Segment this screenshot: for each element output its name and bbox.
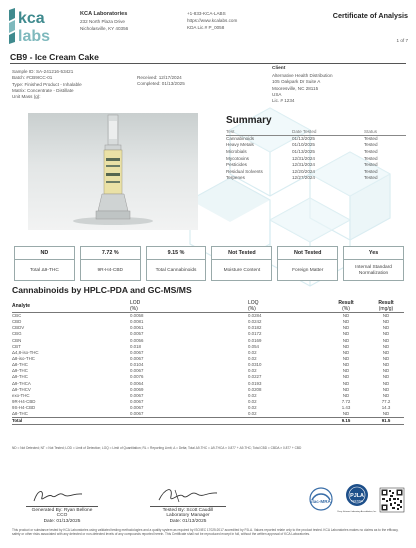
analyte-result-pct: 1.43 [341,405,351,411]
signature-ryan-bellone [30,487,86,505]
product-photo [28,113,198,230]
summary-test: Microbials [226,149,247,155]
summary-date: 01/13/2025 [292,135,315,141]
header-loq [226,300,324,312]
analyte-result-pct: ND [342,380,350,386]
analyte-result-mg: 14.3 [381,405,391,411]
box-label: 9R-H4-CBD [97,267,124,273]
analyte-row [12,374,404,380]
analyte-result-mg: ND [382,374,390,380]
header-lod [108,300,226,312]
analyte-result-pct: ND [342,319,350,325]
analyte-result-mg: ND [382,362,390,368]
analyte-result-mg: ND [382,380,390,386]
header-loq-label: LOQ [248,300,259,306]
signer-right-name: Tested By: Scott Caudill [162,508,214,513]
analyte-result-pct: ND [342,386,350,392]
legal-disclaimer: This product or substance tested by KCA Laboratories using validated testing methodologies and a quality system as required by ISO/IEC 17025:2017 accredited by PJLA. Values reported relate only to the product tested. KCA Laboratories makes no claims as to the efficacy, safety or other risks associated with any detected or non-detected levels of any compounds reported herein. This Certificate shall not be reproduced except in full, without the written approval of KCA Laboratories. [12,528,399,536]
analyte-result-mg: ND [382,313,390,319]
summary-row [226,135,406,142]
ilac-mra-seal [306,486,336,512]
header-result-label: Result [338,300,354,306]
analyte-row [12,368,404,374]
signer-right-date: Date: 01/13/2025 [169,518,207,524]
analyte-lod: 0.0058 [130,313,144,319]
analyte-row [12,343,404,349]
summary-status: Tested [364,175,378,181]
analyte-result-mg: 91.5 [381,417,391,423]
sample-batch: Batch: #CB9ICC-01 [12,75,53,81]
summary-test: Residual Solvents [226,168,263,174]
header-result-mg [368,300,404,312]
product-title: CB9 - Ice Cream Cake [10,52,99,62]
summary-status: Tested [364,155,378,161]
summary-date: 12/20/2024 [292,168,315,174]
summary-header-row [226,128,406,135]
summary-test: Terpenes [226,175,245,181]
box-value: Not Tested [212,247,271,260]
result-summary-boxes [14,246,404,281]
analyte-lod: 0.0067 [130,392,144,398]
analyte-result-pct: ND [342,356,350,362]
analyte-name: CBD [12,319,22,325]
kca-labs-logo [8,8,76,44]
analyte-name: CBN [12,337,22,343]
analyte-result-pct: 9.15 [341,417,351,423]
analyte-result-mg: 77.2 [381,399,391,405]
summary-row [226,155,406,162]
lab-phone: +1-833-KCA-LABS [187,11,226,16]
analyte-loq: 0.02 [248,392,257,398]
analyte-loq: 0.02 [248,411,257,417]
completed-date: Completed: 01/13/2025 [137,81,185,87]
analyte-name: Δ9-THCV [12,386,31,392]
analyte-row [12,398,404,404]
signature-block-right [140,508,236,524]
analyte-result-pct: ND [342,392,350,398]
summary-header-status: Status [364,128,378,134]
analyte-name: Δ8-THC [12,362,28,368]
sample-type: Type: Finished Product - Inhalable [12,81,82,87]
background-cube-pattern [170,70,416,330]
analyte-row [12,380,404,386]
cannabinoids-table [12,300,404,424]
summary-header-date: Date Tested [292,128,317,134]
result-box-moisture [211,246,272,281]
analyte-loq: 0.0242 [248,319,262,325]
sample-matrix: Matrix: Concentrate - Distillate [12,87,74,93]
analyte-lod: 0.0076 [130,374,144,380]
analyte-row [12,337,404,343]
box-value: Yes [344,247,403,260]
signer-left-date: Date: 01/13/2025 [43,518,81,524]
analyte-loq: 0.0208 [248,386,262,392]
analyte-lod: 0.0057 [130,331,144,337]
analyte-row [12,331,404,337]
analyte-result-pct: 7.72 [341,399,351,405]
analyte-name: exo-THC [12,392,30,398]
analyte-result-mg: ND [382,386,390,392]
summary-row [226,175,406,182]
summary-date: 12/27/2024 [292,175,315,181]
summary-date: 01/13/2025 [292,149,315,155]
pjla-sub-text: TESTING [350,499,364,503]
analyte-row [12,355,404,361]
analyte-lod: 0.0069 [130,386,144,392]
analyte-lod: 0.0067 [130,405,144,411]
analyte-loq: 0.02 [248,356,257,362]
result-box-total-cannabinoids [146,246,207,281]
box-label: Internal Standard Normalization [355,264,392,276]
analyte-name: Δ8-iso-THC [12,356,35,362]
header-result-unit: (%) [342,306,350,312]
lab-license: KDA Lic.# P_0058 [187,25,225,30]
analyte-result-mg: ND [382,349,390,355]
box-value: 9.15 % [147,247,206,260]
summary-row [226,148,406,155]
analyte-result-mg: ND [382,368,390,374]
table-rule [12,424,404,425]
analyte-result-pct: ND [342,337,350,343]
analyte-row [12,405,404,411]
qr-code-icon[interactable] [380,488,404,512]
analyte-result-pct: ND [342,331,350,337]
analyte-lod: 0.0064 [130,380,144,386]
header-lod-unit: (%) [130,306,138,312]
analyte-loq: 0.0182 [248,325,262,331]
analyte-result-mg: ND [382,331,390,337]
document-title: Certificate of Analysis [332,11,408,20]
signer-left-title: CCO [56,513,68,519]
analyte-result-pct: ND [342,325,350,331]
summary-date: 12/31/2024 [292,155,315,161]
header-analyte: Analyte [12,303,31,309]
pjla-caption: Perry Johnson Laboratory Accreditation, Inc. [337,511,377,513]
summary-status: Tested [364,135,378,141]
sample-unit-mass: Unit Mass (g): [12,94,41,100]
analyte-result-mg: ND [382,392,390,398]
summary-test: Heavy Metals [226,142,254,148]
analyte-lod: 0.0056 [130,337,144,343]
analyte-row [12,411,404,417]
sample-info [12,69,82,100]
analyte-lod: 0.0067 [130,411,144,417]
analyte-row [12,392,404,398]
logo-text-bottom: labs [18,28,51,45]
box-label: Total Δ9-THC [30,267,59,273]
cannabinoids-title: Cannabinoids by HPLC-PDA and GC-MS/MS [12,285,192,295]
lab-address-line1: 232 North Plaza Drive [80,19,125,24]
analyte-name: CBT [12,343,21,349]
result-box-normalization [343,246,404,281]
client-line: Lic. # 1234 [272,98,295,104]
analyte-result-mg: ND [382,337,390,343]
received-date: Received: 12/17/2024 [137,75,182,80]
signature-line-right [150,506,226,507]
analyte-name: CBC [12,313,22,319]
analyte-loq: 0.0227 [248,374,262,380]
sample-dates [137,75,185,88]
result-box-9r-h4-cbd [80,246,141,281]
client-line: USA [272,91,282,97]
analyte-name: Total [12,417,23,423]
signature-line-left [26,506,98,507]
analyte-result-pct: ND [342,313,350,319]
header-loq-unit: (%) [248,306,256,312]
analyte-result-pct: ND [342,362,350,368]
analyte-loq: 0.02 [248,368,257,374]
analyte-name: CBG [12,331,22,337]
box-label: Foreign Matter [292,267,324,273]
analyte-row [12,313,404,319]
summary-date: 01/10/2025 [292,142,315,148]
analyte-name: 9S-H4-CBD [12,405,36,411]
summary-title: Summary [226,115,272,126]
lab-address-line2: Nicholasville, KY 40356 [80,26,129,31]
box-value: ND [15,247,74,260]
client-heading: Client [272,66,286,71]
client-line: Mooresville, NC 28115 [272,85,319,91]
summary-status: Tested [364,149,378,155]
analyte-result-pct: ND [342,343,350,349]
cannabinoids-rows [12,313,404,417]
summary-date: 12/31/2024 [292,162,315,168]
client-line: Alternative Health Distribution [272,73,333,78]
signer-right-title: Laboratory Manager [166,513,210,519]
result-box-foreign-matter [277,246,338,281]
analyte-row [12,362,404,368]
sample-id: Sample ID: SA-241216-53421 [12,69,74,74]
analyte-row [12,325,404,331]
summary-header-test: Test [226,128,235,134]
analyte-result-mg: ND [382,343,390,349]
lab-name: KCA Laboratories [80,11,128,17]
analyte-loq: 0.0284 [248,313,262,319]
analyte-lod: 0.018 [130,343,141,349]
analyte-loq: 0.0193 [248,380,262,386]
analyte-loq: 0.02 [248,399,257,405]
summary-test: Mycotoxins [226,155,249,161]
analyte-name: Δ9-THC [12,368,28,374]
analyte-lod: 0.0104 [130,362,144,368]
analyte-name: Δ9-THC [12,374,28,380]
signature-block-left [14,508,110,524]
analyte-loq: 0.0310 [248,362,262,368]
box-label: Total Cannabinoids [155,267,197,273]
cannabinoids-header-row [12,300,404,312]
analyte-lod: 0.0067 [130,368,144,374]
analyte-result-pct: ND [342,349,350,355]
ilac-text: ilac-MRA [311,499,331,504]
analyte-result-mg: ND [382,319,390,325]
analyte-loq: 0.02 [248,405,257,411]
analyte-loq: 0.0172 [248,331,262,337]
signer-left-name: Generated By: Ryan Bellone [31,508,93,513]
analyte-result-pct: ND [342,374,350,380]
box-label: Moisture Content [223,267,261,273]
logo-text-top: kca [18,10,45,27]
page-number: 1 of 7 [396,38,408,43]
summary-row [226,161,406,168]
analyte-lod: 0.0081 [130,319,144,325]
analyte-lod: 0.0067 [130,356,144,362]
analyte-lod: 0.0061 [130,325,144,331]
client-info [272,73,333,104]
summary-table [226,128,406,181]
product-cartridge-image [28,113,198,230]
client-line: 105 Oakpark Dr Suite A [272,79,321,85]
analyte-loq: 0.02 [248,349,257,355]
analyte-row [12,319,404,325]
analyte-loq: 0.054 [248,343,259,349]
summary-test: Cannabinoids [226,135,255,141]
summary-status: Tested [364,142,378,148]
header-result-mg-label: Result [378,300,394,306]
summary-row [226,168,406,175]
analyte-row [12,386,404,392]
analyte-row [12,349,404,355]
lab-url[interactable]: https://www.kcalabs.com [187,18,238,23]
header-divider [10,63,406,64]
analyte-result-pct: ND [342,368,350,374]
analyte-name: Δ4,8-iso-THC [12,349,39,355]
analyte-name: Δ9-THCA [12,380,31,386]
analyte-name: Δ8-THC [12,411,28,417]
header-result-mg-unit: (mg/g) [378,306,394,312]
pjla-seal [337,482,377,514]
summary-status: Tested [364,162,378,168]
box-value: 7.72 % [81,247,140,260]
summary-status: Tested [364,168,378,174]
summary-test: Pesticides [226,162,247,168]
analyte-result-mg: ND [382,356,390,362]
header-lod-label: LOD [130,300,141,306]
box-value: Not Tested [278,247,337,260]
analyte-result-mg: ND [382,325,390,331]
analyte-name: CBDV [12,325,25,331]
analyte-lod: 0.0067 [130,349,144,355]
table-footnote: ND = Not Detected; NT = Not Tested; LOD = Limit of Detection; LOQ = Limit of Quantitation; RL = Reporting Limit; Δ = Delta; Total Δ9-THC = Δ9-THCA × 0.877 + Δ9-THC; Total CBD = CBDA × 0.877 + CBD [12,446,302,450]
signature-scott-caudill [155,484,221,506]
pjla-text: PJLA [350,493,364,499]
summary-row [226,142,406,149]
analyte-result-mg: ND [382,411,390,417]
analyte-name: 9R-H4-CBD [12,399,36,405]
analyte-loq: 0.0169 [248,337,262,343]
analyte-lod: 0.0067 [130,399,144,405]
header-result-pct [324,300,368,312]
result-box-total-d9-thc [14,246,75,281]
analyte-result-pct: ND [342,411,350,417]
